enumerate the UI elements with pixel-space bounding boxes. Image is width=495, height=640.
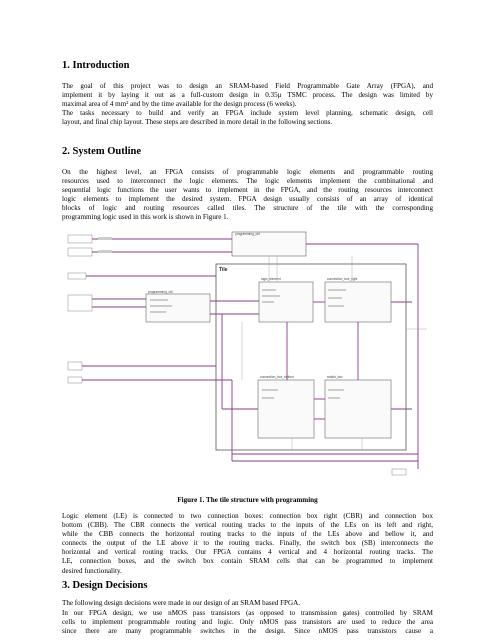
tile-label: Tile (219, 267, 228, 273)
section-heading-introduction: 1. Introduction (62, 60, 130, 71)
connection-box-right-label: connection_box_right (327, 277, 358, 281)
text-line: layout, and final chip layout. These steps are described in more detail in the following sections. (62, 118, 333, 127)
text-line: since there are many programmable switches in the design. Since nMOS pass transistors cause a (62, 627, 433, 636)
text-line: connects the output of the LE above it to the routing tracks. Finally, the switch box (SB) interconnects the (62, 539, 433, 548)
connection-box-right-block (325, 282, 391, 322)
text-line: In our FPGA design, we use nMOS pass transistors (as opposed to transmission gates) controlled by SRAM (62, 609, 433, 617)
text-line: maximal area of 4 mm² and by the time available for the design process (6 weeks). (62, 100, 297, 109)
section-heading-system-outline: 2. System Outline (62, 146, 142, 157)
intro-paragraph-2 (62, 109, 433, 127)
text-line: horizontal and vertical routing tracks. Our FPGA contains 4 vertical and 4 horizontal routing tracks. The (62, 548, 433, 557)
text-line: programming logic used in this work is shown in Figure 1. (62, 213, 229, 222)
text-line: logic elements to implement the desired system. FPGA design usually consists of an array of identical (62, 195, 433, 204)
schematic-diagram (62, 229, 433, 490)
text-line: Logic element (LE) is connected to two connection boxes: connection box right (CBR) and connection box (62, 512, 433, 520)
switch-box-label: switch_box (327, 375, 343, 379)
outline-paragraph (62, 168, 433, 223)
figure-caption: Figure 1. The tile structure with programming (177, 496, 318, 504)
section-heading-design-decisions: 3. Design Decisions (62, 580, 148, 591)
programming-ctrl-left-label: programming_ctrl (148, 290, 173, 294)
decisions-paragraph-1 (62, 599, 433, 608)
text-line: sequential logic functions the user wants to implement in the FPGA, and the routing resources interconnect (62, 186, 433, 195)
connection-box-bottom-label: connection_box_bottom (260, 375, 294, 379)
programming-ctrl-left-block (146, 294, 210, 322)
text-line: The following design decisions were made in our design of an SRAM based FPGA. (62, 599, 301, 607)
text-line: blocks of logic and routing resources called tiles. The structure of the tile with the corresponding (62, 204, 433, 213)
decisions-paragraph-2 (62, 609, 433, 636)
text-line: On the highest level, an FPGA consists of programmable logic elements and programmable routing (62, 168, 433, 176)
text-line: The goal of this project was to design an SRAM-based Field Programmable Gate Array (FPGA), and (62, 82, 433, 90)
text-line: while the CBB connects the horizontal routing tracks to the inputs of the LEs above and bellow it, and (62, 530, 433, 539)
text-line: desired functionality. (62, 566, 122, 575)
programming-ctrl-label: programming_ctrl (235, 232, 260, 236)
text-line: The tasks necessary to build and verify an FPGA include system level planning, schematic design, cell (62, 109, 433, 117)
pin-label-marks (98, 237, 406, 475)
text-line: LE, connection boxes, and the switch box contain SRAM cells that can be programmed to implement (62, 557, 433, 566)
logic-element-paragraph (62, 512, 433, 576)
text-line: resources used to interconnect the logic elements. The logic elements implement the combinational and (62, 177, 433, 186)
intro-paragraph-1 (62, 82, 433, 109)
logic-element-label: logic_element (261, 277, 281, 281)
switch-box-block (325, 380, 391, 438)
text-line: cells to implement programmable routing and logic. Only nMOS pass transistors are used to reduce the area (62, 618, 433, 627)
figure-tile-schematic (62, 229, 433, 490)
connection-box-bottom-block (258, 380, 314, 438)
text-line: bottom (CBB). The CBR connects the vertical routing tracks to the inputs of the LEs on its left and right, (62, 521, 433, 530)
text-line: implement it by laying it out as a full-custom design in 0.35μ TSMC process. The design was limited by (62, 91, 433, 100)
